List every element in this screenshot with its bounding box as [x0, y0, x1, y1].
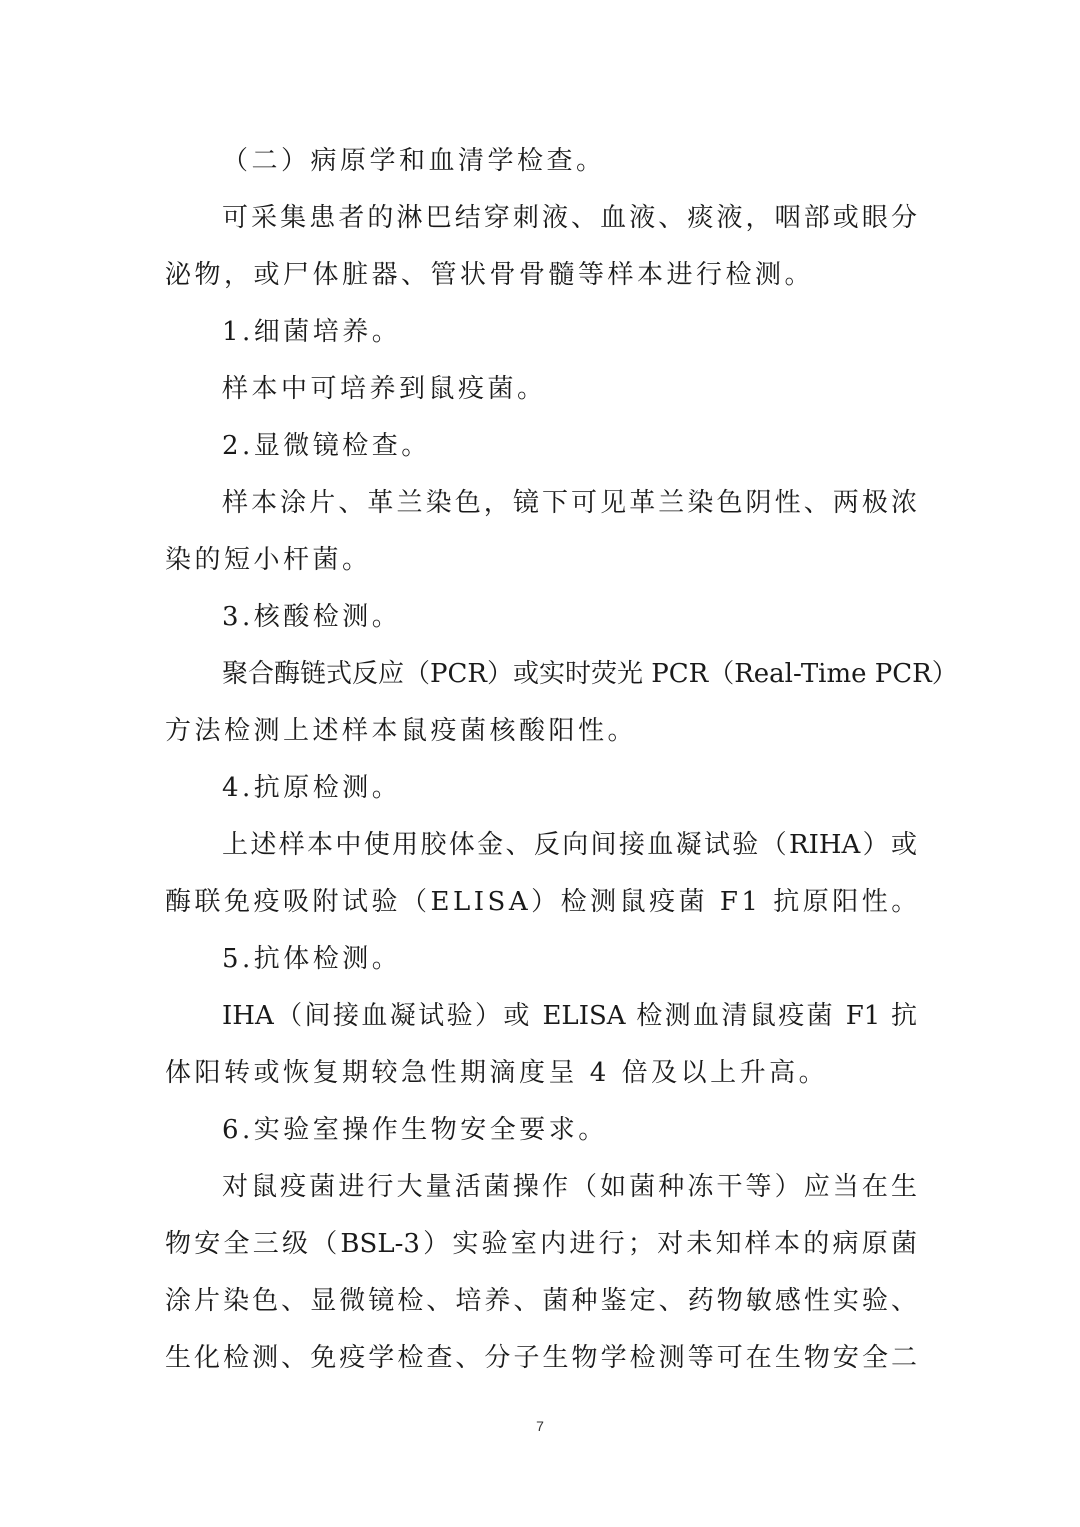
text-line: 体阳转或恢复期较急性期滴度呈 4 倍及以上升高。 — [165, 1058, 829, 1088]
subsection-heading: 1.细菌培养。 — [222, 317, 402, 347]
text-line: IHA（间接血凝试验）或 ELISA 检测血清鼠疫菌 F1 抗 — [222, 1001, 917, 1031]
subsection-heading: 5.抗体检测。 — [222, 944, 402, 974]
page-number: 7 — [536, 1418, 544, 1434]
text-line: 物安全三级（BSL-3）实验室内进行；对未知样本的病原菌 — [165, 1229, 917, 1259]
text-line: 样本中可培养到鼠疫菌。 — [222, 374, 547, 404]
text-line: 染的短小杆菌。 — [165, 545, 372, 575]
subsection-heading: 2.显微镜检查。 — [222, 431, 431, 461]
subsection-heading: 4.抗原检测。 — [222, 773, 402, 803]
text-line: 上述样本中使用胶体金、反向间接血凝试验（RIHA）或 — [222, 830, 917, 860]
body-text — [165, 133, 958, 1387]
text-line: 泌物，或尸体脏器、管状骨骨髓等样本进行检测。 — [165, 260, 815, 290]
text-line: 生化检测、免疫学检查、分子生物学检测等可在生物安全二 — [165, 1343, 917, 1373]
text-line: 对鼠疫菌进行大量活菌操作（如菌种冻干等）应当在生 — [222, 1172, 917, 1202]
text-line: 样本涂片、革兰染色，镜下可见革兰染色阴性、两极浓 — [222, 488, 917, 518]
section-heading: （二）病原学和血清学检查。 — [222, 146, 606, 176]
text-line: 涂片染色、显微镜检、培养、菌种鉴定、药物敏感性实验、 — [165, 1286, 917, 1316]
text-line: 方法检测上述样本鼠疫菌核酸阳性。 — [165, 716, 638, 746]
text-line: 可采集患者的淋巴结穿刺液、血液、痰液，咽部或眼分 — [222, 203, 917, 233]
subsection-heading: 6.实验室操作生物安全要求。 — [222, 1115, 608, 1145]
text-line: 聚合酶链式反应（PCR）或实时荧光 PCR（Real-Time PCR） — [222, 659, 958, 689]
subsection-heading: 3.核酸检测。 — [222, 602, 402, 632]
text-line: 酶联免疫吸附试验（ELISA）检测鼠疫菌 F1 抗原阳性。 — [165, 887, 921, 917]
